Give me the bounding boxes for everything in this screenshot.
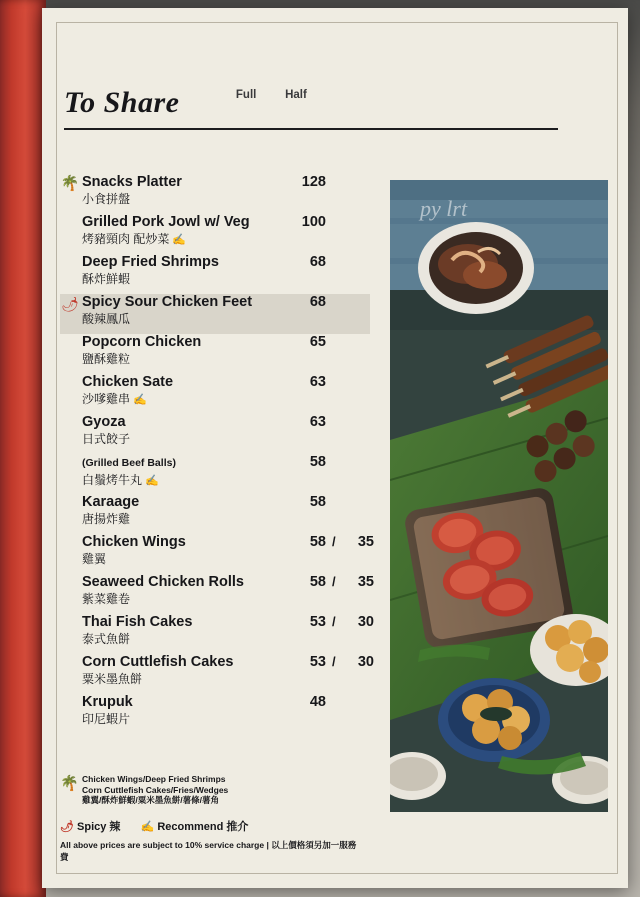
food-photo-illustration (390, 180, 608, 812)
legend-row (60, 818, 360, 834)
menu-item-name-zh-text: 小食拼盤 (82, 192, 131, 206)
menu-item-name-en: Chicken Sate (82, 374, 174, 390)
menu-item-names (82, 654, 294, 687)
header-rule (64, 128, 558, 130)
menu-item-price-half: 35 (357, 534, 374, 550)
menu-item-row (60, 294, 370, 334)
menu-item-name-zh (82, 432, 294, 447)
menu-item-row (60, 494, 370, 534)
menu-item-names (82, 254, 294, 287)
recommend-icon: ✍ (169, 234, 187, 246)
menu-item-names (82, 334, 294, 367)
menu-item-row (60, 254, 370, 294)
menu-item-row (60, 534, 374, 574)
menu-item-price-full: 100 (301, 214, 326, 230)
menu-item-note: (Grilled Beef Balls) (82, 457, 176, 469)
menu-item-name-en: Seaweed Chicken Rolls (82, 574, 244, 590)
palm-tree-icon: 🌴 (60, 175, 80, 192)
menu-item-row (60, 574, 374, 614)
price-column-headers (236, 89, 325, 101)
recommend-icon: ✍ (142, 475, 159, 487)
menu-item-name-zh (82, 512, 294, 527)
food-photo (390, 180, 608, 812)
menu-item-name-zh (82, 552, 294, 567)
menu-item-row (60, 414, 370, 454)
menu-item-price-full: 63 (309, 414, 326, 430)
menu-item-names (82, 214, 294, 248)
price-separator: / (332, 614, 336, 629)
menu-item-row (60, 614, 374, 654)
page-title: To Share (64, 86, 180, 119)
menu-item-name-en (82, 454, 294, 472)
menu-item-row (60, 454, 370, 494)
menu-item-name-zh-text: 酥炸鮮蝦 (82, 272, 131, 286)
menu-item-price-full: 63 (309, 374, 326, 390)
menu-item-price-full: 68 (309, 254, 326, 270)
menu-item-row (60, 214, 370, 254)
menu-item-name-en: Deep Fried Shrimps (82, 254, 219, 270)
menu-item-list (60, 174, 374, 734)
menu-page (42, 8, 628, 888)
menu-item-name-zh-text: 雞翼 (82, 552, 107, 566)
menu-item-names (82, 574, 294, 607)
menu-item-names (82, 534, 294, 567)
column-header-full: Full (235, 89, 257, 101)
menu-item-names (82, 294, 294, 327)
menu-item-price-half: 30 (357, 654, 374, 670)
menu-item-row (60, 654, 374, 694)
menu-item-price-full: 58 (309, 574, 326, 590)
menu-item-name-en: Popcorn Chicken (82, 334, 202, 350)
menu-item-name-zh (82, 473, 294, 489)
menu-item-name-zh-text: 粟米墨魚餅 (82, 672, 143, 686)
menu-item-name-en: Corn Cuttlefish Cakes (82, 654, 234, 670)
menu-item-name-zh (82, 712, 294, 727)
palm-tree-icon: 🌴 (60, 775, 79, 792)
menu-item-price-full: 65 (309, 334, 326, 350)
menu-item-name-zh (82, 272, 294, 287)
chili-icon: 🌶 (60, 820, 74, 833)
menu-item-names (82, 454, 294, 489)
legend-spicy-label: Spicy 辣 (77, 820, 121, 833)
footnotes (60, 774, 360, 863)
menu-item-names (82, 174, 294, 207)
menu-item-name-en: Grilled Pork Jowl w/ Veg (82, 214, 250, 230)
menu-item-names (82, 374, 294, 408)
page-header (64, 86, 564, 120)
menu-item-price-full: 58 (309, 534, 326, 550)
menu-item-name-zh (82, 672, 294, 687)
menu-item-names (82, 494, 294, 527)
menu-item-name-zh (82, 392, 294, 408)
recommend-icon: ✍ (140, 820, 155, 833)
menu-item-name-zh-text: 沙嗲雞串 (82, 392, 131, 406)
price-separator: / (332, 534, 336, 549)
menu-item-name-zh-text: 烤豬頸肉 配炒菜 (82, 232, 170, 246)
service-charge-disclaimer: All above prices are subject to 10% service charge | 以上價格須另加一服務費 (60, 839, 357, 862)
menu-item-price-full: 53 (309, 654, 326, 670)
menu-item-row (60, 334, 370, 374)
menu-item-name-en: Spicy Sour Chicken Feet (82, 294, 253, 310)
menu-item-name-zh-text: 紫菜雞卷 (82, 592, 131, 606)
chili-icon: 🌶 (61, 296, 79, 312)
menu-item-price-half: 30 (357, 614, 374, 630)
menu-item-price-full: 48 (309, 694, 326, 710)
menu-item-name-en: Thai Fish Cakes (82, 614, 193, 630)
menu-item-name-en: Gyoza (82, 414, 126, 430)
menu-item-row (60, 694, 370, 734)
recommend-icon: ✍ (130, 394, 147, 406)
menu-item-price-full: 53 (309, 614, 326, 630)
menu-item-name-zh (82, 232, 294, 248)
menu-item-name-en: Karaage (82, 494, 140, 510)
menu-item-name-zh-text: 泰式魚餅 (82, 632, 131, 646)
menu-item-row (60, 174, 370, 214)
menu-item-name-en: Krupuk (82, 694, 133, 710)
menu-item-price-full: 128 (301, 174, 326, 190)
menu-item-price-half: 35 (357, 574, 374, 590)
menu-item-name-en: Snacks Platter (82, 174, 182, 190)
menu-item-names (82, 614, 294, 647)
column-header-half: Half (285, 89, 307, 101)
menu-item-name-zh (82, 192, 294, 207)
palm-footnote-line-1: Chicken Wings/Deep Fried Shrimps (82, 774, 226, 784)
menu-spine (0, 0, 46, 897)
menu-item-names (82, 694, 294, 727)
menu-item-row (60, 374, 370, 414)
menu-item-name-zh-text: 白鬚烤牛丸 (82, 473, 143, 487)
menu-item-name-zh (82, 312, 294, 327)
price-separator: / (332, 654, 336, 669)
palm-footnote-line-3: 雞翼/酥炸鮮蝦/粟米墨魚餅/薯條/薯角 (82, 795, 219, 805)
menu-item-names (82, 414, 294, 447)
menu-item-name-en: Chicken Wings (82, 534, 186, 550)
menu-item-name-zh-text: 印尼蝦片 (82, 712, 131, 726)
menu-item-name-zh-text: 日式餃子 (82, 432, 131, 446)
menu-item-price-full: 58 (309, 454, 326, 470)
price-separator: / (332, 574, 336, 589)
menu-item-price-full: 68 (309, 294, 326, 310)
legend-recommend-label: Recommend 推介 (157, 820, 249, 833)
menu-item-name-zh (82, 592, 294, 607)
menu-item-name-zh (82, 352, 294, 367)
menu-item-name-zh-text: 酸辣鳳瓜 (82, 312, 131, 326)
palm-footnote (60, 774, 360, 806)
menu-item-name-zh (82, 632, 294, 647)
palm-footnote-line-2: Corn Cuttlefish Cakes/Fries/Wedges (82, 784, 229, 795)
menu-item-price-full: 58 (309, 494, 326, 510)
menu-item-name-zh-text: 鹽酥雞粒 (82, 352, 131, 366)
menu-item-name-zh-text: 唐揚炸雞 (82, 512, 131, 526)
svg-text:py lrt: py lrt (420, 196, 468, 221)
